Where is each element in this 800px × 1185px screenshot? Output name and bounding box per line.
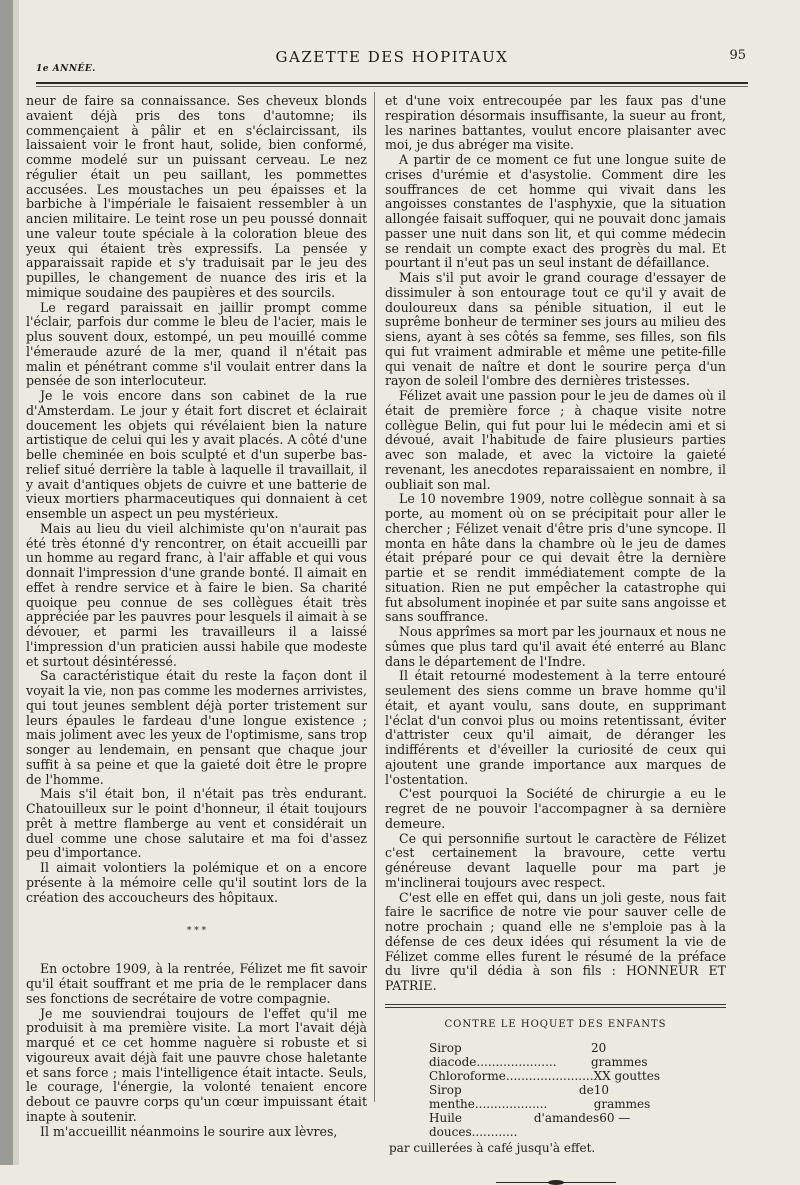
formula-ingredient: Huile d'amandes douces............ <box>429 1110 600 1139</box>
left-column <box>26 94 367 1139</box>
formula-row <box>385 1111 726 1139</box>
formula-amount: 20 grammes <box>590 1040 648 1069</box>
formula-rule <box>385 1004 726 1005</box>
paragraph: et d'une voix entrecoupée par les faux pas d'une respiration désormais insuffisante, la sueur au front, les narines battantes, voulut encore plaisanter avec moi, je dus abréger ma visite. <box>385 93 726 153</box>
right-column <box>385 94 726 1183</box>
paragraph: Il aimait volontiers la polémique et on a encore présente à la mémoire celle qu'il soutint lors de la création des accoucheurs des hôpitaux. <box>26 860 367 905</box>
formula-note: par cuillerées à café jusqu'à effet. <box>389 1140 596 1155</box>
column-divider <box>374 92 375 1102</box>
page-edge-shadow <box>13 0 19 1165</box>
formula-ingredient: Chloroforme....................... <box>429 1068 594 1083</box>
paragraph: Félizet avait une passion pour le jeu de dames où il était de première force ; à chaque visite notre collègue Belin, qui fut pour lui le médecin ami et si dévoué, avait l'habitude de faire plusieurs parties avec son malade, et avec la victoire la gaieté revenant, les anecdotes reparaissaient en nombre, il oubliait son mal. <box>385 388 726 492</box>
paragraph: Il était retourné modestement à la terre entouré seulement des siens comme un brave homme qu'il était, et ayant voulu, sans doute, en supprimant l'éclat d'un convoi plus ou moins retentissant, éviter d'attrister ceux qu'il aimait, de déranger les indifférents et d'éveiller la curiosité de ceux qui ajoutent une grande importance aux marques de l'ostentation. <box>385 668 726 787</box>
formula-row <box>385 1083 726 1111</box>
paragraph: Le 10 novembre 1909, notre collègue sonnait à sa porte, au moment où on se précipitait pour aller le chercher ; Félizet venait d'être pris d'une syncope. Il monta en hâte dans la chambre où le jeu de dames était préparé pour ce qui devait être la dernière partie et se rendit immédiatement compte de la situation. Rien ne put empêcher la catastrophe qui fut absolument inopinée et par suite sans angoisse et sans souffrance. <box>385 491 726 625</box>
header-rule <box>36 82 748 84</box>
formula-amount: 60 — <box>599 1110 631 1125</box>
paragraph: C'est elle en effet qui, dans un joli geste, nous fait faire le sacrifice de notre vie pour sauver celle de notre prochain ; quand elle ne s'emploie pas à la défense de ces deux idées qui résument la vie de Félizet comme elles furent le résumé de la préface du livre qu'il dédia à son fils : HONNEUR ET PATRIE. <box>385 889 726 993</box>
paragraph: Mais s'il était bon, il n'était pas très endurant. Chatouilleux sur le point d'honneur, il était toujours prêt à mettre flamberge au vent et considérait un duel comme une chose salutaire et ma foi d'assez peu d'importance. <box>26 786 367 861</box>
page-number: 95 <box>729 48 746 63</box>
page-header <box>36 44 748 84</box>
paragraph: En octobre 1909, à la rentrée, Félizet me fit savoir qu'il était souffrant et me pria de le remplacer dans ses fonctions de secrétaire de votre compagnie. <box>26 961 367 1006</box>
section-separator: * * * <box>186 926 207 937</box>
formula-amount: XX gouttes <box>593 1068 661 1083</box>
header-rule-thin <box>36 86 748 87</box>
formula-rule-thin <box>385 1007 726 1008</box>
formula-ingredient: Sirop diacode..................... <box>429 1040 557 1069</box>
journal-title: GAZETTE DES HOPITAUX <box>275 48 509 66</box>
formula-title: CONTRE LE HOQUET DES ENFANTS <box>444 1018 667 1030</box>
paragraph: Je le vois encore dans son cabinet de la rue d'Amsterdam. Le jour y était fort discret et éclairait doucement les objets qui révélaient bien la nature artistique de celui qui les y avait placés. A côté d'une belle cheminée en bois sculpté et d'un superbe bas-relief situé derrière la table à laquelle il travaillait, il y avait d'antiques objets de cuivre et une batterie de vieux mortiers pharmaceutiques qui donnaient à cet ensemble un aspect un peu mystérieux. <box>26 388 367 521</box>
formula-ingredient: Sirop de menthe................... <box>429 1082 594 1111</box>
paragraph: Il m'accueillit néanmoins le sourire aux lèvres, <box>40 1123 338 1139</box>
end-ornament-dot <box>548 1180 564 1185</box>
paragraph: A partir de ce moment ce fut une longue suite de crises d'urémie et d'asystolie. Comment dire les souffrances de cet homme qui vivait dans les angoisses constantes de l'asphyxie, que la situation allongée faisait suffoquer, qui ne pouvait donc jamais passer une nuit dans son lit, et qui comme médecin se rendait un compte exact des progrès du mal. Et pourtant il n'eut pas un seul instant de défaillance. <box>385 152 726 271</box>
formula-row <box>385 1069 726 1083</box>
page-edge <box>0 0 13 1165</box>
paragraph: Nous apprîmes sa mort par les journaux et nous ne sûmes que plus tard qu'il avait été enterré au Blanc dans le département de l'Indre. <box>385 624 726 669</box>
year-label: 1e ANNÉE. <box>36 64 96 74</box>
paragraph: Mais s'il put avoir le grand courage d'essayer de dissimuler à son entourage tout ce qu'il y avait de douloureux dans sa pénible situation, il eut le suprême bonheur de terminer ses jours au milieu des siens, ayant à ses côtés sa femme, ses filles, son fils qui fut vraiment admirable et même une petite-fille qui venait de naître et dont le sourire perça d'un rayon de soleil l'ombre des dernières tristesses. <box>385 270 726 389</box>
formula-row <box>385 1041 726 1069</box>
paragraph: C'est pourquoi la Société de chirurgie a eu le regret de ne pouvoir l'accompagner à sa dernière demeure. <box>385 786 726 831</box>
paragraph: Ce qui personnifie surtout le caractère de Félizet c'est certainement la bravoure, cette vertu généreuse devant laquelle pour ma part je m'inclinerai toujours avec respect. <box>385 830 726 890</box>
end-ornament <box>496 1182 616 1183</box>
paragraph: Mais au lieu du vieil alchimiste qu'on n'aurait pas été très étonné d'y rencontrer, on était accueilli par un homme au regard franc, à l'air affable et qui vous donnait l'impression d'une grande bonté. Il aimait en effet à rendre service et à faire le bien. Sa charité quoique peu connue de ses collègues était très appréciée par les pauvres pour lesquels il aimait à se dévouer, et parmi les travailleurs il a laissé l'impression d'un praticien aussi habile que modeste et surtout désintéressé. <box>26 520 367 669</box>
paragraph: neur de faire sa connaissance. Ses cheveux blonds avaient déjà pris des tons d'automne; ils commençaient à pâlir et en s'éclaircissant, ils laissaient voir le front haut, solide, bien conformé, comme modelé sur un puissant cerveau. Le nez régulier était un peu saillant, les pommettes accusées. Les moustaches un peu épaisses et la barbiche à l'impériale le faisaient ressembler à un ancien militaire. Le teint rose un peu poussé donnait une valeur toute spéciale à la coloration bleue des yeux qui étaient très expressifs. La pensée y apparaissait rapide et s'y traduisait par le jeu des pupilles, le changement de nuance des iris et la mimique soudaine des paupières et des sourcils. <box>26 93 367 300</box>
paragraph: Le regard paraissait en jaillir prompt comme l'éclair, parfois dur comme le bleu de l'acier, mais le plus souvent doux, estompé, un peu mouillé comme l'émeraude azuré de la mer, quand il n'était pas malin et pénétrant comme s'il voulait entrer dans la pensée de son interlocuteur. <box>26 299 367 389</box>
formula-amount: 10 grammes <box>593 1082 651 1111</box>
paragraph: Sa caractéristique était du reste la façon dont il voyait la vie, non pas comme les modernes arrivistes, qui tout jeunes semblent déjà porter tristement sur leurs épaules le fardeau d'une longue existence ; mais joliment avec les yeux de l'optimisme, sans trop songer au lendemain, en pensant que chaque jour suffit à sa peine et que la gaieté doit être le propre de l'homme. <box>26 668 367 787</box>
paragraph: Je me souviendrai toujours de l'effet qu'il me produisit à ma première visite. La mort l'avait déjà marqué et ce cet homme naguère si robuste et si vigoureux avait déjà fait une pauvre chose haletante et sans force ; mais l'intelligence était intacte. Seuls, le courage, l'énergie, la volonté tenaient encore debout ce pauvre corps qu'un cœur impuissant était inapte à soutenir. <box>26 1005 367 1124</box>
